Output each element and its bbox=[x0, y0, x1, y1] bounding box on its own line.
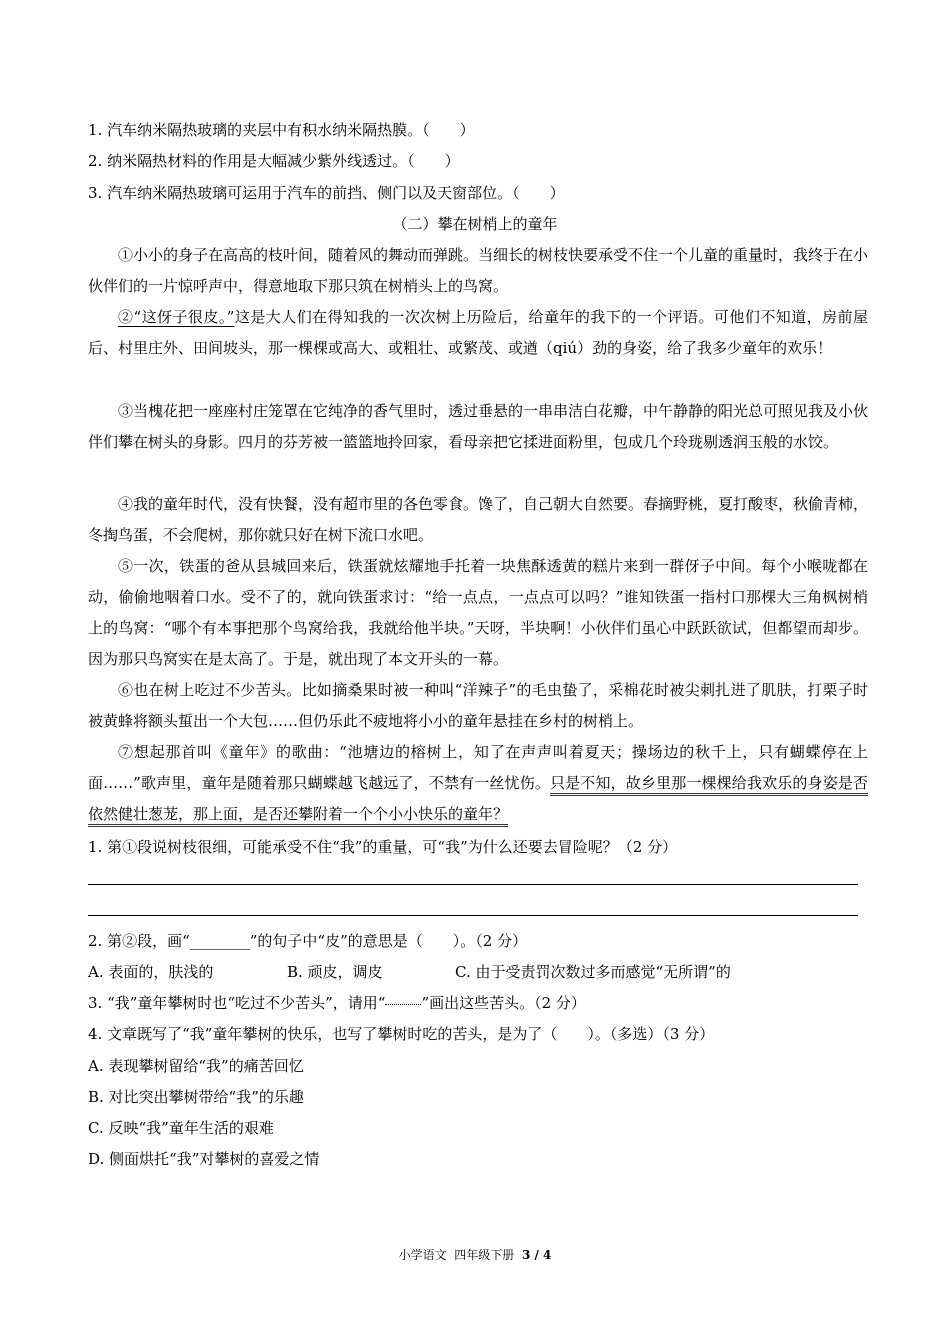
question-4-option-a: A. 表现攀树留给“我”的痛苦回忆 bbox=[88, 1057, 304, 1075]
footer-grade: 四年级下册 bbox=[454, 1248, 515, 1262]
question-2-option-b: B. 顽皮，调皮 bbox=[287, 963, 383, 981]
double-underlined-sentence: 只是不知，故乡里那一棵棵给我欢乐的身姿是否依然健壮葱茏，那上面，是否还攀附着一个个小小快乐的童年？ bbox=[88, 774, 868, 827]
section-title: （二）攀在树梢上的童年 bbox=[392, 215, 558, 233]
question-3-text-before: 3. “我”童年攀树时也“吃过不少苦头”，请用“ bbox=[88, 994, 386, 1012]
question-3 bbox=[88, 993, 878, 1013]
paragraph-2 bbox=[88, 302, 868, 364]
judgement-1: 1. 汽车纳米隔热玻璃的夹层中有积水纳米隔热膜。（ ） bbox=[88, 121, 475, 139]
paragraph-5: ⑤一次，铁蛋的爸从县城回来后，铁蛋就炫耀地手托着一块焦酥透黄的糕片来到一群伢子中间。每个小喉咙都在动，偷偷地咽着口水。受不了的，就向铁蛋求讨：“给一点点，一点点可以吗？”谁知铁蛋一指村口那棵大三角枫树梢上的鸟窝：“哪个有本事把那个鸟窝给我，我就给他半块。”天呀，半块啊！小伙伴们虽心中跃跃欲试，但都望而却步。因为那只鸟窝实在是太高了。于是，就出现了本文开头的一幕。 bbox=[88, 557, 868, 668]
footer-page-number: 3 / 4 bbox=[521, 1248, 552, 1262]
question-2-option-a: A. 表面的，肤浅的 bbox=[88, 963, 214, 981]
paragraph-3: ③当槐花把一座座村庄笼罩在它纯净的香气里时，透过垂悬的一串串洁白花瓣，中午静静的阳光总可照见我及小伙伴们攀在树头的身影。四月的芬芳被一篮篮地拎回家，看母亲把它揉进面粉里，包成几个玲珑剔透润玉般的水饺。 bbox=[88, 402, 869, 451]
question-4-option-c: C. 反映“我”童年生活的艰难 bbox=[88, 1119, 274, 1137]
question-2-option-c: C. 由于受责罚次数过多而感觉“无所谓”的 bbox=[455, 963, 731, 981]
paragraph-6: ⑥也在树上吃过不少苦头。比如摘桑果时被一种叫“洋辣子”的毛虫蛰了，采棉花时被尖刺扎进了肌肤，打栗子时被黄蜂将额头蜇出一个大包……但仍乐此不疲地将小小的童年悬挂在乡村的树梢上。 bbox=[88, 681, 868, 730]
paragraph-1: ①小小的身子在高高的枝叶间，随着风的舞动而弹跳。当细长的树枝快要承受不住一个儿童的重量时，我终于在小伙伴们的一片惊呼声中，得意地取下那只筑在树梢头上的鸟窝。 bbox=[88, 246, 869, 295]
question-4-option-b: B. 对比突出攀树带给“我”的乐趣 bbox=[88, 1088, 304, 1106]
answer-line-1[interactable] bbox=[88, 884, 858, 885]
footer-subject: 小学语文 bbox=[398, 1248, 447, 1262]
paragraph-4: ④我的童年时代，没有快餐，没有超市里的各色零食。馋了，自己朝大自然要。春摘野桃，夏打酸枣，秋偷青柿，冬掏鸟蛋，不会爬树，那你就只好在树下流口水吧。 bbox=[88, 495, 869, 544]
question-3-text-after: ”画出这些苦头。（2 分） bbox=[421, 994, 586, 1012]
paragraph-7 bbox=[88, 737, 868, 830]
question-4: 4. 文章既写了“我”童年攀树的快乐，也写了攀树时吃的苦头，是为了（ ）。（多选）（3 分） bbox=[88, 1025, 715, 1043]
paragraph-7-text: ⑦想起那首叫《童年》的歌曲：“池塘边的榕树上，知了在声声叫着夏天；操场边的秋千上，只有蝴蝶停在上面……”歌声里，童年是随着那只蝴蝶越飞越远了，不禁有一丝忧伤。 bbox=[88, 743, 868, 792]
question-1: 1. 第①段说树枝很细，可能承受不住“我”的重量，可“我”为什么还要去冒险呢？（2 分） bbox=[88, 838, 678, 856]
paragraph-2-text: 这是大人们在得知我的一次次树上历险后，给童年的我下的一个评语。可他们不知道，房前屋后、村里庄外、田间坡头，那一棵棵或高大、或粗壮、或繁茂、或遒（qiú）劲的身姿，给了我多少童年的欢乐！ bbox=[88, 308, 868, 357]
underlined-quote: ②“这伢子很皮。” bbox=[118, 308, 235, 326]
page-footer bbox=[0, 1247, 950, 1263]
question-4-option-d: D. 侧面烘托“我”对攀树的喜爱之情 bbox=[88, 1150, 320, 1168]
judgement-3: 3. 汽车纳米隔热玻璃可运用于汽车的前挡、侧门以及天窗部位。（ ） bbox=[88, 184, 565, 202]
answer-line-2[interactable] bbox=[88, 915, 858, 916]
wavy-line-mark bbox=[385, 1004, 421, 1005]
judgement-2: 2. 纳米隔热材料的作用是大幅减少紫外线透过。（ ） bbox=[88, 152, 460, 170]
question-2: 2. 第②段，画“________”的句子中“皮”的意思是（ ）。（2 分） bbox=[88, 932, 528, 950]
